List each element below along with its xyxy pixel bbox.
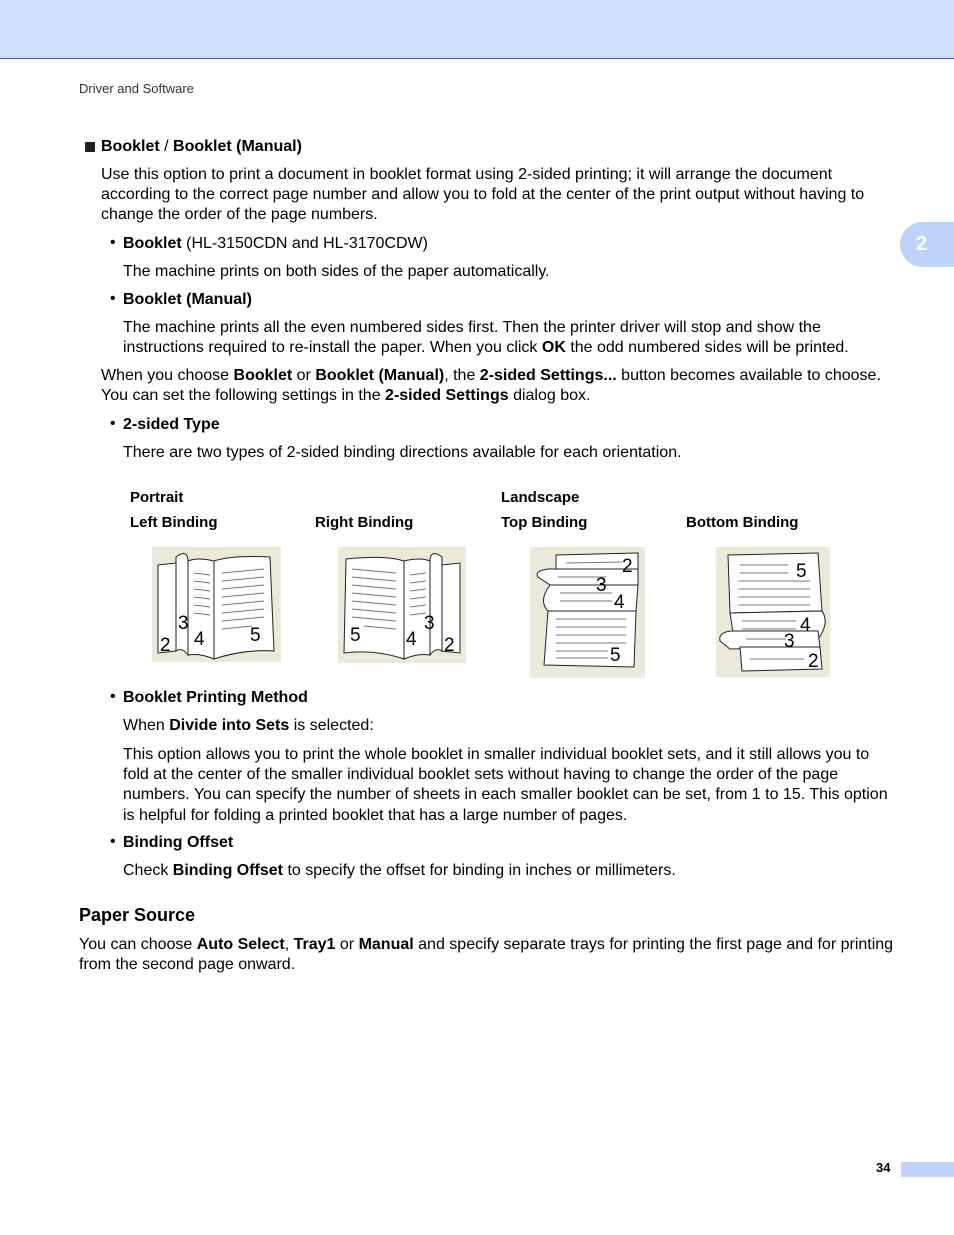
page-number-4: 4 — [194, 629, 205, 650]
page-number: 34 — [876, 1160, 891, 1175]
bullet-dot: • — [110, 688, 116, 705]
chapter-tab[interactable]: 2 — [900, 222, 954, 267]
landscape-label: Landscape — [501, 489, 580, 506]
page-number-2: 2 — [444, 635, 455, 656]
bullet-dot: • — [110, 415, 116, 432]
two-sided-type-label: 2-sided Type — [123, 416, 220, 433]
left-binding-illustration — [152, 547, 281, 662]
page-number-5: 5 — [250, 625, 261, 646]
page-number-2: 2 — [808, 651, 819, 672]
booklet-heading: Booklet / Booklet (Manual) — [101, 138, 302, 155]
booklet-intro: Use this option to print a document in booklet format using 2-sided printing; it will arrange the document according to the correct page number and allow you to fold at the center of the print output without having to change the order of the page numbers. — [101, 166, 865, 224]
top-binding-label: Top Binding — [501, 514, 588, 531]
page-number-5: 5 — [350, 625, 361, 646]
paper-source-paragraph: You can choose Auto Select, Tray1 or Manual and specify separate trays for printing the first page and for printing from the second page onward. — [79, 936, 894, 974]
right-binding-label: Right Binding — [315, 514, 414, 531]
booklet-item-label: Booklet (HL-3150CDN and HL-3170CDW) — [123, 235, 428, 252]
right-binding-illustration — [338, 547, 466, 663]
page-number-3: 3 — [178, 613, 189, 634]
page-number-2: 2 — [160, 635, 171, 656]
page-number-3: 3 — [596, 575, 607, 596]
page-number-5: 5 — [796, 561, 807, 582]
page-number-5: 5 — [610, 645, 621, 666]
page-number-4: 4 — [800, 615, 811, 636]
bottom-binding-illustration — [716, 547, 830, 677]
page-number-4: 4 — [406, 629, 417, 650]
page-number-3: 3 — [424, 613, 435, 634]
header-band — [0, 0, 954, 59]
page-number-bar — [901, 1162, 954, 1177]
left-binding-label: Left Binding — [130, 514, 218, 531]
binding-offset-label: Binding Offset — [123, 834, 234, 851]
booklet-item-desc: The machine prints on both sides of the paper automatically. — [123, 263, 550, 280]
bottom-binding-label: Bottom Binding — [686, 514, 799, 531]
choose-paragraph: When you choose Booklet or Booklet (Manual), the 2-sided Settings... button becomes available to choose. You can set the following settings in the 2-sided Settings dialog box. — [101, 367, 881, 405]
booklet-manual-desc: The machine prints all the even numbered sides first. Then the printer driver will stop and show the instructions required to re-install the paper. When you click OK the odd numbered sides will be printed. — [123, 319, 849, 357]
bullet-dot: • — [110, 290, 116, 307]
square-bullet-icon — [85, 142, 95, 152]
printing-method-when: When Divide into Sets is selected: — [123, 717, 374, 734]
page-number-2: 2 — [622, 556, 633, 577]
printing-method-desc: This option allows you to print the whole booklet in smaller individual booklet sets, and it still allows you to fold at the center of the smaller individual booklet sets without having to change the order of the page numbers. You can specify the number of sheets in each smaller booklet can be set, from 1 to 15. This option is helpful for folding a printed booklet that has a large number of pages. — [123, 746, 888, 824]
page-number-3: 3 — [784, 631, 795, 652]
binding-offset-desc: Check Binding Offset to specify the offset for binding in inches or millimeters. — [123, 862, 676, 879]
portrait-label: Portrait — [130, 489, 184, 506]
two-sided-type-desc: There are two types of 2-sided binding directions available for each orientation. — [123, 444, 682, 461]
booklet-manual-label: Booklet (Manual) — [123, 291, 252, 308]
bullet-dot: • — [110, 234, 116, 251]
running-head: Driver and Software — [79, 81, 194, 96]
top-binding-illustration — [530, 547, 645, 678]
bullet-dot: • — [110, 833, 116, 850]
page-number-4: 4 — [614, 592, 625, 613]
printing-method-label: Booklet Printing Method — [123, 689, 308, 706]
paper-source-heading: Paper Source — [79, 905, 196, 925]
